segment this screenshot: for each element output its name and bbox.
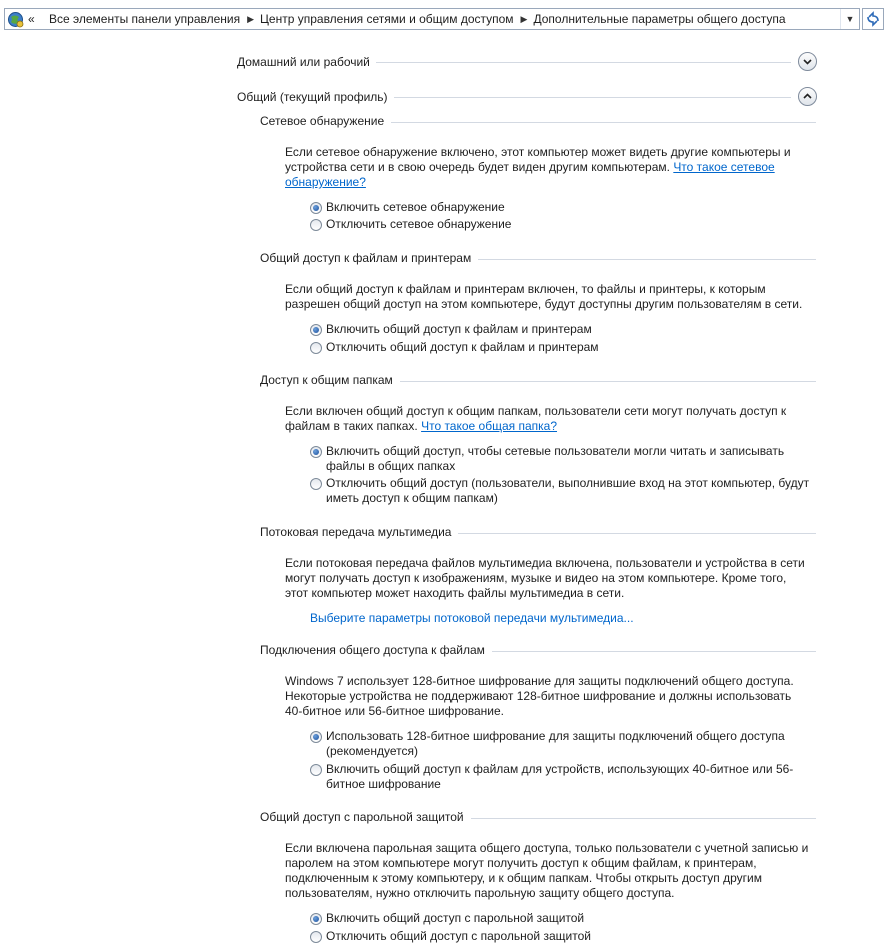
section-file-printer-sharing <box>260 251 816 267</box>
radio-unchecked-icon[interactable] <box>310 478 322 490</box>
profile-public[interactable] <box>237 87 817 111</box>
radio-128-bit-encryption[interactable] <box>310 729 810 759</box>
radio-disable-password-protection[interactable] <box>310 929 810 944</box>
section-title: Подключения общего доступа к файлам <box>260 643 492 657</box>
expand-button[interactable] <box>798 52 817 71</box>
option-label: Включить общий доступ, чтобы сетевые пользователи могли читать и записывать файлы в общих папках <box>326 444 785 473</box>
radio-unchecked-icon[interactable] <box>310 764 322 776</box>
option-label: Включить общий доступ с парольной защитой <box>326 911 585 925</box>
section-title: Потоковая передача мультимедиа <box>260 525 458 539</box>
radio-checked-icon[interactable] <box>310 913 322 925</box>
section-file-sharing-connections <box>260 643 816 659</box>
section-description: Если общий доступ к файлам и принтерам включен, то файлы и принтеры, к которым разрешен общий доступ на этом компьютере, будут доступны другим пользователям в сети. <box>285 282 803 311</box>
what-is-network-discovery-link[interactable]: Что такое сетевое обнаружение? <box>285 160 775 189</box>
radio-enable-file-printer-sharing[interactable] <box>310 322 810 337</box>
section-network-discovery <box>260 114 816 130</box>
section-password-protected-sharing <box>260 810 816 826</box>
section-media-streaming <box>260 525 816 541</box>
section-title: Общий доступ с парольной защитой <box>260 810 471 824</box>
radio-checked-icon[interactable] <box>310 446 322 458</box>
refresh-button[interactable] <box>862 8 884 30</box>
refresh-icon <box>863 9 883 29</box>
radio-disable-public-folder-sharing[interactable] <box>310 476 810 506</box>
collapse-button[interactable] <box>798 87 817 106</box>
option-label: Отключить общий доступ (пользователи, выполнившие вход на этот компьютер, будут иметь доступ к общим папкам) <box>326 476 810 505</box>
media-streaming-options-link[interactable]: Выберите параметры потоковой передачи мультимедиа... <box>310 611 634 625</box>
radio-checked-icon[interactable] <box>310 731 322 743</box>
breadcrumb-item-network-center[interactable]: Центр управления сетями и общим доступом <box>260 12 514 26</box>
address-dropdown-button[interactable]: ▼ <box>840 9 859 29</box>
option-label: Отключить общий доступ с парольной защитой <box>326 929 591 943</box>
description-text: Если включен общий доступ к общим папкам, пользователи сети могут получать доступ к файлам в таких папках. <box>285 404 787 433</box>
breadcrumb-separator-icon[interactable]: ▶ <box>247 14 255 24</box>
chevron-down-icon <box>802 56 813 67</box>
radio-unchecked-icon[interactable] <box>310 342 322 354</box>
section-description <box>285 145 810 190</box>
what-is-public-folder-link[interactable]: Что такое общая папка? <box>421 419 558 433</box>
option-label: Отключить сетевое обнаружение <box>326 217 512 231</box>
option-label: Отключить общий доступ к файлам и принтерам <box>326 340 599 354</box>
section-title: Доступ к общим папкам <box>260 373 400 387</box>
address-field[interactable] <box>4 8 860 30</box>
radio-checked-icon[interactable] <box>310 324 322 336</box>
radio-disable-file-printer-sharing[interactable] <box>310 340 810 355</box>
breadcrumb-item-all-control-panel[interactable]: Все элементы панели управления <box>49 12 241 26</box>
network-center-icon <box>7 11 24 28</box>
breadcrumb <box>49 12 786 26</box>
radio-enable-network-discovery[interactable] <box>310 200 810 215</box>
breadcrumb-item-advanced-sharing[interactable]: Дополнительные параметры общего доступа <box>533 12 786 26</box>
section-description <box>285 404 810 434</box>
section-description: Если потоковая передача файлов мультимедиа включена, пользователи и устройства в сети могут получать доступ к изображениям, музыке и видео на этом компьютере. Кроме того, этот компьютер может находить файлы мультимедиа в сети. <box>285 556 805 600</box>
section-description: Если включена парольная защита общего доступа, только пользователи с учетной записью и паролем на этом компьютере могут получить доступ к общим файлам, к принтерам, подключенным к этому компьютеру, и к общим папкам. Чтобы открыть доступ другим пользователям, нужно отключить парольную защиту общего доступа. <box>285 841 809 900</box>
section-public-folder-sharing <box>260 373 816 389</box>
option-label: Включить сетевое обнаружение <box>326 200 505 214</box>
radio-enable-public-folder-sharing[interactable] <box>310 444 810 474</box>
radio-unchecked-icon[interactable] <box>310 219 322 231</box>
profile-public-label: Общий (текущий профиль) <box>237 90 394 104</box>
breadcrumb-overflow-button[interactable]: « <box>28 12 35 26</box>
radio-40-56-bit-encryption[interactable] <box>310 762 810 792</box>
profile-home-label: Домашний или рабочий <box>237 55 376 69</box>
radio-disable-network-discovery[interactable] <box>310 217 810 232</box>
radio-checked-icon[interactable] <box>310 202 322 214</box>
profile-home[interactable] <box>237 52 817 76</box>
chevron-up-icon <box>802 91 813 102</box>
radio-enable-password-protection[interactable] <box>310 911 810 926</box>
breadcrumb-separator-icon[interactable]: ▶ <box>520 14 528 24</box>
section-title: Сетевое обнаружение <box>260 114 391 128</box>
option-label: Включить общий доступ к файлам для устройств, использующих 40-битное или 56-битное шифрование <box>326 762 794 791</box>
section-description: Windows 7 использует 128-битное шифрование для защиты подключений общего доступа. Некоторые устройства не поддерживают 128-битное шифрование и должны использовать 40-битное или 56-битное шифрование. <box>285 674 794 718</box>
option-label: Включить общий доступ к файлам и принтерам <box>326 322 592 336</box>
option-label: Использовать 128-битное шифрование для защиты подключений общего доступа (рекомендуется) <box>326 729 785 758</box>
section-title: Общий доступ к файлам и принтерам <box>260 251 478 265</box>
description-text: Если сетевое обнаружение включено, этот компьютер может видеть другие компьютеры и устройства сети и в свою очередь будет виден другим компьютерам. <box>285 145 791 174</box>
radio-unchecked-icon[interactable] <box>310 931 322 943</box>
address-bar <box>0 0 890 40</box>
